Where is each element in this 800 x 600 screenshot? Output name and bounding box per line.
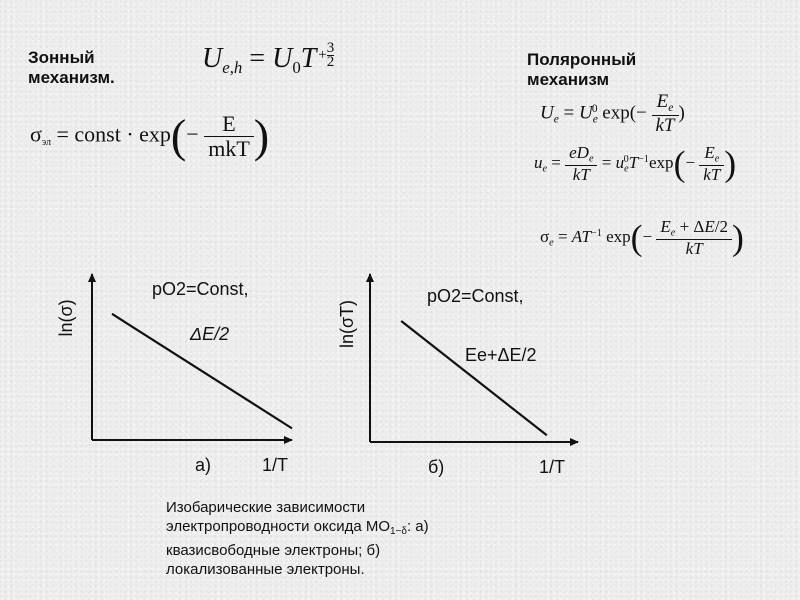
polaron-diffusion-formula: $u_e$ = $\frac{eD_e}{kT}$ = $u_e^0T^{-1}\exp(-$ $\frac{E_e}{kT}$ ) xyxy=(534,143,737,184)
caption-line-2: электропроводности оксида $МО_{1-\delta}$: а) xyxy=(166,518,429,537)
chart-a-xlabel: 1/T xyxy=(262,455,289,475)
caption-line-1: Изобарические зависимости xyxy=(166,499,366,516)
polaron-mechanism-heading: Поляронный механизм xyxy=(527,50,637,89)
chart-a-panel-label: а) xyxy=(195,455,212,475)
chart-b xyxy=(325,262,625,482)
chart-a-condition-label: pO2=Const, xyxy=(152,279,249,299)
zone-mechanism-heading: Зонный механизм. xyxy=(28,48,115,87)
chart-b-ylabel: ln(σT) xyxy=(337,299,357,349)
chart-b-condition-label: pO2=Const, xyxy=(427,286,524,306)
caption-line-4: локализованные электроны. xyxy=(166,561,365,578)
caption-line-3: квазисвободные электроны; б) xyxy=(166,542,381,559)
chart-b-data-line xyxy=(401,321,547,435)
chart-b-xlabel: 1/T xyxy=(539,457,566,477)
chart-b-slope-label: Ee+ΔE/2 xyxy=(465,345,537,365)
zone-conductivity-formula: $\sigma_{эл}$ = const · exp(− $\frac{E}{\text{mkT}}$ ) xyxy=(30,110,270,162)
chart-b-panel-label: б) xyxy=(428,457,445,477)
polaron-conductivity-formula: $\sigma_e = AT^{-1}$ exp(− $\frac{E_e + \Delta E/2}{kT}$ ) xyxy=(540,217,744,258)
figure-caption xyxy=(166,498,496,579)
chart-a-slope-label: ΔE/2 xyxy=(190,324,230,344)
zone-mobility-formula: $U_{e,h} = U_0T$ + $\frac{3}{2}$ xyxy=(202,40,335,78)
chart-a xyxy=(40,260,340,480)
polaron-mobility-formula: $U_e = U_e^0$ exp(− $\frac{E_e}{kT}$ ) xyxy=(540,91,685,136)
chart-a-ylabel: ln(σ) xyxy=(56,299,76,337)
